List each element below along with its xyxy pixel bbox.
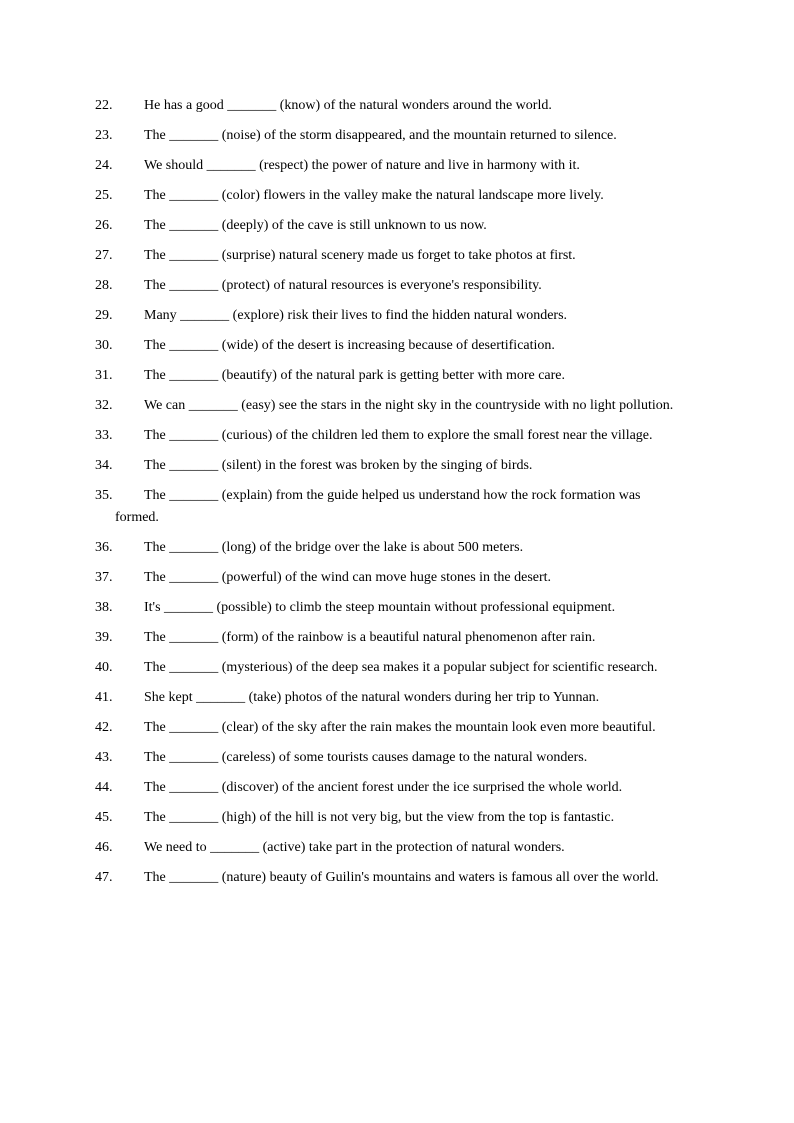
item-text: The _______ (form) of the rainbow is a beautiful natural phenomenon after rain. xyxy=(144,630,596,645)
item-text: We need to _______ (active) take part in the protection of natural wonders. xyxy=(144,840,565,855)
exercise-item xyxy=(95,537,685,559)
item-number: 25. xyxy=(95,188,113,203)
item-text: The _______ (protect) of natural resources is everyone's responsibility. xyxy=(144,278,542,293)
exercise-item xyxy=(95,455,685,477)
item-number: 38. xyxy=(95,600,113,615)
item-number: 30. xyxy=(95,338,113,353)
item-number: 41. xyxy=(95,690,113,705)
exercise-item xyxy=(95,807,685,829)
item-text: The _______ (mysterious) of the deep sea makes it a popular subject for scientific research. xyxy=(144,660,658,675)
item-number: 28. xyxy=(95,278,113,293)
item-number: 43. xyxy=(95,750,113,765)
exercise-item xyxy=(95,567,685,589)
item-text: The _______ (color) flowers in the valley make the natural landscape more lively. xyxy=(144,188,604,203)
item-text: The _______ (curious) of the children led them to explore the small forest near the village. xyxy=(144,428,653,443)
item-number: 32. xyxy=(95,398,113,413)
exercise-item xyxy=(95,215,685,237)
item-text: The _______ (nature) beauty of Guilin's mountains and waters is famous all over the world. xyxy=(144,870,659,885)
item-number: 39. xyxy=(95,630,113,645)
exercise-item xyxy=(95,155,685,177)
item-number: 34. xyxy=(95,458,113,473)
exercise-item xyxy=(95,717,685,739)
item-number: 35. xyxy=(95,488,113,503)
item-number: 22. xyxy=(95,98,113,113)
item-text: The _______ (wide) of the desert is increasing because of desertification. xyxy=(144,338,555,353)
item-number: 36. xyxy=(95,540,113,555)
exercise-item xyxy=(95,425,685,447)
item-number: 27. xyxy=(95,248,113,263)
item-number: 40. xyxy=(95,660,113,675)
item-text: It's _______ (possible) to climb the steep mountain without professional equipment. xyxy=(144,600,616,615)
item-number: 44. xyxy=(95,780,113,795)
exercise-item xyxy=(95,275,685,297)
exercise-item xyxy=(95,365,685,387)
item-number: 42. xyxy=(95,720,113,735)
item-number: 45. xyxy=(95,810,113,825)
item-number: 26. xyxy=(95,218,113,233)
exercise-item xyxy=(95,627,685,649)
exercise-item xyxy=(95,777,685,799)
item-text: The _______ (high) of the hill is not very big, but the view from the top is fantastic. xyxy=(144,810,615,825)
exercise-item xyxy=(95,395,685,417)
item-text: The _______ (surprise) natural scenery made us forget to take photos at first. xyxy=(144,248,576,263)
exercise-item xyxy=(95,245,685,267)
exercise-item xyxy=(95,125,685,147)
exercise-item xyxy=(95,867,685,889)
exercise-list xyxy=(95,95,685,897)
item-text: The _______ (beautify) of the natural park is getting better with more care. xyxy=(144,368,566,383)
exercise-item xyxy=(95,305,685,327)
item-text: The _______ (careless) of some tourists causes damage to the natural wonders. xyxy=(144,750,588,765)
exercise-item xyxy=(95,687,685,709)
item-number: 23. xyxy=(95,128,113,143)
exercise-item xyxy=(95,657,685,679)
item-text: The _______ (noise) of the storm disappeared, and the mountain returned to silence. xyxy=(144,128,617,143)
item-text: The _______ (explain) from the guide helped us understand how the rock formation was formed. xyxy=(115,488,641,525)
item-text: The _______ (powerful) of the wind can move huge stones in the desert. xyxy=(144,570,552,585)
item-number: 47. xyxy=(95,870,113,885)
item-text: She kept _______ (take) photos of the natural wonders during her trip to Yunnan. xyxy=(144,690,600,705)
exercise-item xyxy=(95,485,685,529)
item-text: The _______ (discover) of the ancient forest under the ice surprised the whole world. xyxy=(144,780,623,795)
item-number: 24. xyxy=(95,158,113,173)
item-text: The _______ (silent) in the forest was broken by the singing of birds. xyxy=(144,458,533,473)
item-text: He has a good _______ (know) of the natural wonders around the world. xyxy=(144,98,552,113)
item-text: The _______ (clear) of the sky after the rain makes the mountain look even more beautiful. xyxy=(144,720,656,735)
exercise-item xyxy=(95,747,685,769)
exercise-item xyxy=(95,837,685,859)
item-number: 37. xyxy=(95,570,113,585)
item-text: We should _______ (respect) the power of nature and live in harmony with it. xyxy=(144,158,580,173)
item-text: The _______ (deeply) of the cave is still unknown to us now. xyxy=(144,218,487,233)
exercise-item xyxy=(95,597,685,619)
item-number: 29. xyxy=(95,308,113,323)
item-number: 46. xyxy=(95,840,113,855)
item-text: We can _______ (easy) see the stars in the night sky in the countryside with no light pollution. xyxy=(144,398,674,413)
exercise-item xyxy=(95,95,685,117)
exercise-item xyxy=(95,185,685,207)
item-number: 33. xyxy=(95,428,113,443)
exercise-item xyxy=(95,335,685,357)
item-text: Many _______ (explore) risk their lives to find the hidden natural wonders. xyxy=(144,308,568,323)
item-text: The _______ (long) of the bridge over the lake is about 500 meters. xyxy=(144,540,524,555)
item-number: 31. xyxy=(95,368,113,383)
